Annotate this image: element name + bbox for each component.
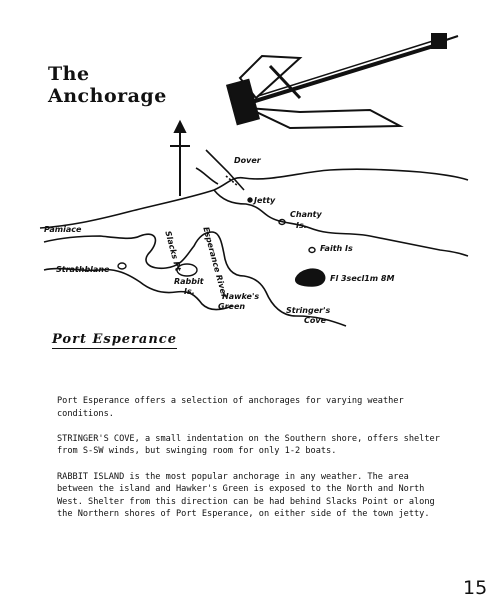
label-rabbit-is: Is. bbox=[184, 287, 195, 296]
label-dover: Dover bbox=[234, 156, 261, 165]
paragraph-stringers-cove: STRINGER'S COVE, a small indentation on the Southern shore, offers shelter from S-SW winds, but swinging room for only 1-2 boats. bbox=[57, 433, 440, 457]
label-hawkes: Hawke's bbox=[222, 292, 260, 301]
label-stringers-cove: Cove bbox=[304, 316, 327, 325]
light-island bbox=[296, 269, 325, 286]
label-slacks-pt: Slacks Pt bbox=[163, 230, 183, 273]
label-hawkes-green: Green bbox=[218, 302, 246, 311]
page-number: 15 bbox=[463, 577, 488, 599]
label-jetty: Jetty bbox=[254, 196, 276, 205]
label-pamiace: Pamiace bbox=[44, 225, 82, 234]
title-line-2: Anchorage bbox=[48, 85, 167, 107]
anchor-shackle bbox=[432, 34, 446, 48]
label-chanty-is: Is. bbox=[296, 221, 307, 230]
label-rabbit: Rabbit bbox=[174, 277, 204, 286]
strathblane-islet bbox=[118, 263, 126, 269]
title-line-1: The bbox=[48, 63, 90, 85]
label-esperance-river: Esperance River bbox=[201, 226, 229, 299]
label-stringers: Stringer's bbox=[286, 306, 331, 315]
label-light: Fl 3secl1m 8M bbox=[330, 274, 395, 283]
faith-island bbox=[309, 248, 315, 253]
paragraph-intro: Port Esperance offers a selection of anchorages for varying weather conditions. bbox=[57, 396, 404, 419]
anchor-illustration bbox=[227, 34, 458, 128]
label-strathblane: Strathblane bbox=[56, 265, 110, 274]
label-faith-island: Faith Is bbox=[320, 244, 353, 253]
body-text bbox=[57, 395, 449, 534]
jetty-point bbox=[248, 198, 252, 202]
paragraph-rabbit-island: RABBIT ISLAND is the most popular anchorage in any weather. The area between the island and Hawker's Green is exposed to the North and North West. Shelter from this direction can be had behind Slacks Point or along the Northern shores of Port Esperance, on either side of the town jetty. bbox=[57, 471, 435, 520]
north-arrow bbox=[170, 122, 190, 196]
anchor-fluke-lower bbox=[248, 108, 400, 128]
section-heading: Port Esperance bbox=[52, 332, 177, 347]
anchor-tip bbox=[446, 36, 458, 40]
label-chanty: Chanty bbox=[290, 210, 322, 219]
